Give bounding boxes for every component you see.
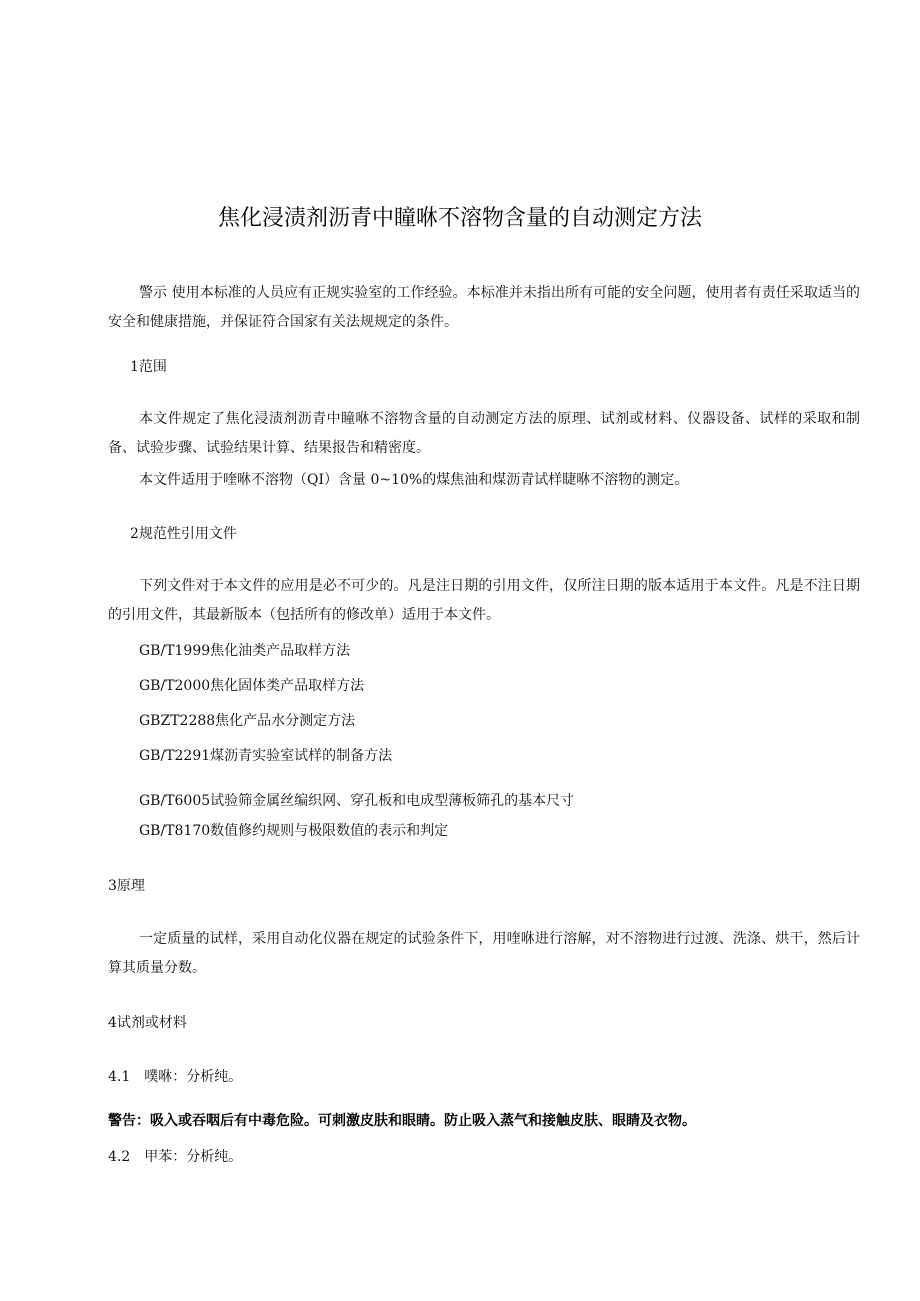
section-1-heading: 1范围 <box>130 359 167 375</box>
reference-item: GB/T1999焦化油类产品取样方法 <box>139 643 351 659</box>
warning-paragraph: 警示 使用本标准的人员应有正规实验室的工作经验。本标准并未指出所有可能的安全问题，使用者有责任采取适当的安全和健康措施，并保证符合国家有关法规规定的条件。 <box>108 285 860 330</box>
section-4-heading: 4试剂或材料 <box>108 1015 187 1031</box>
section-3-paragraph-1: 一定质量的试样，采用自动化仪器在规定的试验条件下，用喹咻进行溶解，对不溶物进行过渡、洗涤、烘干，然后计算其质量分数。 <box>108 931 860 976</box>
section-1-paragraph-1: 本文件规定了焦化浸渍剂沥青中瞳咻不溶物含量的自动测定方法的原理、试剂或材料、仪器设备、试样的采取和制备、试验步骤、试验结果计算、结果报告和精密度。 <box>108 411 860 456</box>
reference-item: GB/T8170数值修约规则与极限数值的表示和判定 <box>139 823 449 839</box>
section-1-paragraph-2: 本文件适用于喹咻不溶物（QI）含量 0~10%的煤焦油和煤沥青试样睫咻不溶物的测定。 <box>139 472 689 488</box>
reference-item: GB/T2000焦化固体类产品取样方法 <box>139 678 365 694</box>
section-3-heading: 3原理 <box>108 878 145 894</box>
section-4-warning: 警告：吸入或吞咽后有中毒危险。可刺激皮肤和眼睛。防止吸入蒸气和接触皮肤、眼睛及衣物。 <box>108 1113 696 1129</box>
section-2-paragraph-1: 下列文件对于本文件的应用是必不可少的。凡是注日期的引用文件，仅所注日期的版本适用于本文件。凡是不注日期的引用文件，其最新版本（包括所有的修改单）适用于本文件。 <box>108 578 860 623</box>
section-4-item-1: 4.1 噗咻：分析纯。 <box>108 1069 243 1085</box>
section-2-heading: 2规范性引用文件 <box>130 526 237 542</box>
section-4-item-2: 4.2 甲苯：分析纯。 <box>108 1149 243 1165</box>
reference-item: GB/T6005试验筛金属丝编织网、穿孔板和电成型薄板筛孔的基本尺寸 <box>139 793 575 809</box>
reference-item: GBZT2288焦化产品水分测定方法 <box>139 713 356 729</box>
document-title: 焦化浸渍剂沥青中瞳咻不溶物含量的自动测定方法 <box>217 206 702 231</box>
reference-item: GB/T2291煤沥青实验室试样的制备方法 <box>139 748 393 764</box>
